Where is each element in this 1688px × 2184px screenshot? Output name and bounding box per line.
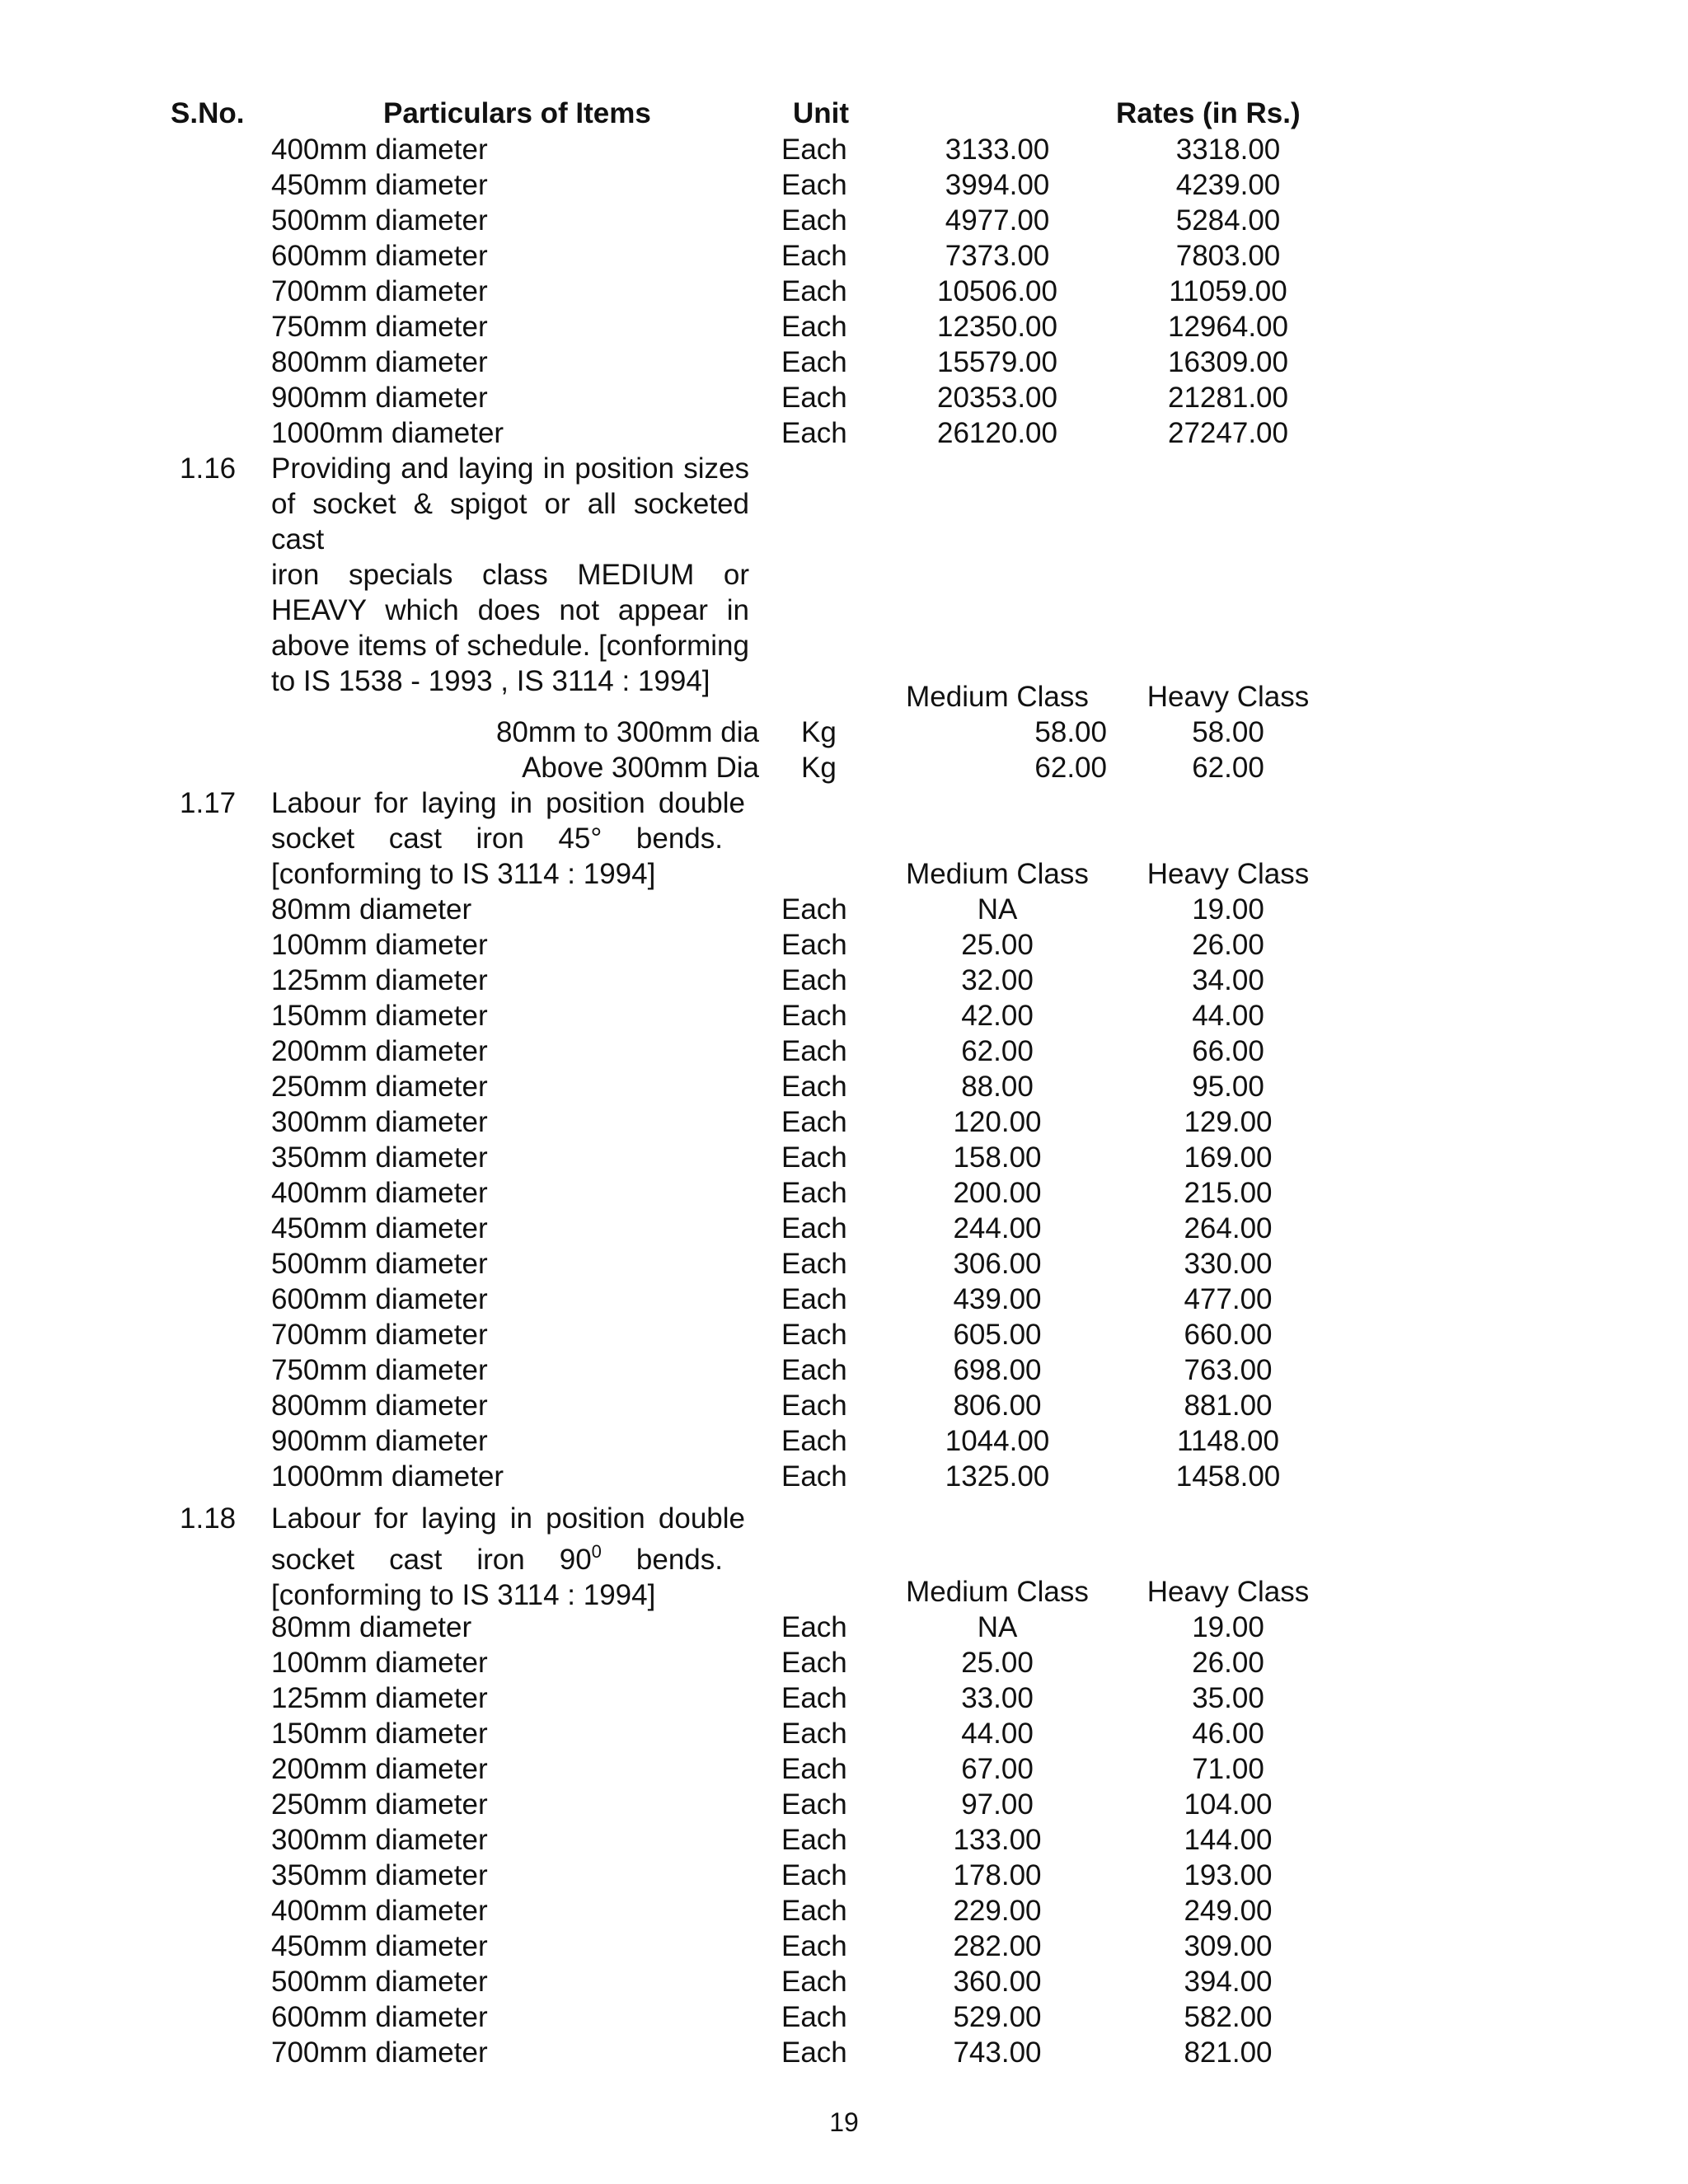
- table-row: [0, 1893, 1688, 1929]
- row-rate-2: 7803.00: [1175, 240, 1281, 272]
- table-row: [0, 1858, 1688, 1893]
- row-rate-1: 1325.00: [945, 1460, 1050, 1493]
- row-unit: Each: [781, 382, 847, 414]
- row-unit: Each: [781, 1283, 847, 1315]
- description-line: [271, 1542, 723, 1577]
- row-label: 900mm diameter: [271, 1425, 488, 1457]
- row-rate-1: 88.00: [961, 1071, 1034, 1103]
- table-row: [0, 1423, 1688, 1459]
- row-unit: Each: [781, 1753, 847, 1785]
- row-unit: Each: [781, 1824, 847, 1856]
- row-rate-2: 104.00: [1184, 1788, 1273, 1821]
- row-rate-2: 169.00: [1184, 1141, 1273, 1174]
- row-rate-1: 3133.00: [945, 134, 1050, 166]
- row-unit: Each: [781, 1212, 847, 1244]
- table-row: [0, 1352, 1688, 1388]
- row-unit: Each: [781, 893, 847, 926]
- row-label: 400mm diameter: [271, 1895, 488, 1927]
- row-rate-1: 200.00: [953, 1177, 1042, 1209]
- row-label: 600mm diameter: [271, 1283, 488, 1315]
- row-rate-2: 26.00: [1192, 1647, 1264, 1679]
- row-rate-1: 178.00: [953, 1859, 1042, 1891]
- table-row: [0, 927, 1688, 963]
- row-rate-1: 306.00: [953, 1248, 1042, 1280]
- row-label: 300mm diameter: [271, 1106, 488, 1138]
- row-rate-2: 763.00: [1184, 1354, 1273, 1386]
- row-rate-1: 32.00: [961, 964, 1034, 996]
- row-rate-2: 264.00: [1184, 1212, 1273, 1244]
- row-rate-2: 44.00: [1192, 1000, 1264, 1032]
- row-rate-2: 58.00: [1192, 716, 1264, 748]
- row-rate-1: 244.00: [953, 1212, 1042, 1244]
- row-label: 80mm to 300mm dia: [495, 716, 759, 748]
- row-label: 900mm diameter: [271, 382, 488, 414]
- row-label: 350mm diameter: [271, 1859, 488, 1891]
- table-row: [0, 309, 1688, 344]
- row-label: 200mm diameter: [271, 1753, 488, 1785]
- row-label: 150mm diameter: [271, 1718, 488, 1750]
- row-rate-1: 743.00: [953, 2036, 1042, 2069]
- table-row: [0, 1929, 1688, 1964]
- row-rate-1: 529.00: [953, 2001, 1042, 2033]
- row-label: 300mm diameter: [271, 1824, 488, 1856]
- description-line: of socket & spigot or all socketed cast: [271, 488, 749, 555]
- row-rate-2: 71.00: [1192, 1753, 1264, 1785]
- row-label: Above 300mm Dia: [522, 752, 759, 784]
- row-rate-1: 25.00: [961, 1647, 1034, 1679]
- row-rate-1: 282.00: [953, 1930, 1042, 1962]
- row-label: 750mm diameter: [271, 311, 488, 343]
- row-rate-2: 21281.00: [1168, 382, 1288, 414]
- row-unit: Each: [781, 1460, 847, 1493]
- row-rate-2: 11059.00: [1169, 275, 1287, 307]
- medium-class-label: Medium Class: [906, 681, 1089, 713]
- row-rate-2: 35.00: [1192, 1682, 1264, 1714]
- row-rate-2: 215.00: [1184, 1177, 1273, 1209]
- page-number: 19: [829, 2107, 859, 2137]
- row-rate-2: 193.00: [1184, 1859, 1273, 1891]
- row-rate-2: 1148.00: [1177, 1425, 1279, 1457]
- table-row: [0, 1317, 1688, 1352]
- header-sno: S.No.: [171, 97, 245, 129]
- row-rate-1: 33.00: [961, 1682, 1034, 1714]
- row-rate-1: 44.00: [961, 1718, 1034, 1750]
- table-row: [0, 1211, 1688, 1246]
- description-line: HEAVY which does not appear in: [271, 594, 749, 626]
- description-line: Providing and laying in position sizes: [271, 452, 749, 485]
- table-row: [0, 1716, 1688, 1751]
- row-rate-2: 821.00: [1184, 2036, 1273, 2069]
- row-rate-2: 881.00: [1184, 1390, 1273, 1422]
- row-rate-1: 120.00: [953, 1106, 1042, 1138]
- row-label: 500mm diameter: [271, 1966, 488, 1998]
- item-sno: 1.17: [180, 787, 237, 819]
- table-row: [0, 1282, 1688, 1317]
- row-rate-1: 62.00: [961, 1035, 1034, 1067]
- description-line: to IS 1538 - 1993 , IS 3114 : 1994]: [271, 665, 710, 697]
- table-row: [0, 963, 1688, 998]
- row-unit: Each: [781, 417, 847, 449]
- row-unit: Each: [781, 1106, 847, 1138]
- row-rate-2: 660.00: [1184, 1319, 1273, 1351]
- heavy-class-label: Heavy Class: [1146, 858, 1310, 890]
- row-unit: Each: [781, 1319, 847, 1351]
- row-rate-2: 1458.00: [1175, 1460, 1281, 1493]
- row-unit: Each: [781, 346, 847, 378]
- item-description: [271, 451, 749, 699]
- row-unit: Each: [781, 1895, 847, 1927]
- row-label: 80mm diameter: [271, 1611, 472, 1643]
- row-unit: Each: [781, 240, 847, 272]
- row-rate-2: 66.00: [1192, 1035, 1264, 1067]
- table-row: [0, 167, 1688, 203]
- row-label: 700mm diameter: [271, 1319, 488, 1351]
- row-rate-1: 12350.00: [937, 311, 1057, 343]
- description-line: socket cast iron 45° bends.: [271, 823, 723, 855]
- row-rate-1: 605.00: [953, 1319, 1042, 1351]
- row-rate-2: 62.00: [1192, 752, 1264, 784]
- row-rate-2: 46.00: [1192, 1718, 1264, 1750]
- row-rate-2: 19.00: [1192, 1611, 1264, 1643]
- table-row: [0, 750, 1688, 785]
- row-unit: Each: [781, 1788, 847, 1821]
- item-sno: 1.16: [180, 452, 237, 485]
- row-rate-2: 19.00: [1192, 893, 1264, 926]
- row-rate-1: 229.00: [953, 1895, 1042, 1927]
- row-unit: Each: [781, 1611, 847, 1643]
- row-rate-1: 26120.00: [937, 417, 1057, 449]
- row-rate-2: 394.00: [1184, 1966, 1273, 1998]
- class-header-row: [0, 679, 1688, 715]
- description-text: socket cast iron 90: [271, 1544, 592, 1576]
- table-row: [0, 1069, 1688, 1104]
- row-unit: Each: [781, 1177, 847, 1209]
- table-row: [0, 380, 1688, 415]
- table-row: [0, 715, 1688, 750]
- row-label: 800mm diameter: [271, 346, 488, 378]
- table-row: [0, 1033, 1688, 1069]
- row-unit: Each: [781, 1141, 847, 1174]
- row-rate-2: 477.00: [1184, 1283, 1273, 1315]
- table-row: [0, 1964, 1688, 1999]
- row-rate-1: NA: [977, 1611, 1018, 1643]
- header-unit: Unit: [793, 97, 850, 129]
- heavy-class-label: Heavy Class: [1146, 1576, 1310, 1608]
- row-rate-1: 62.00: [1034, 752, 1107, 784]
- row-rate-1: 4977.00: [945, 204, 1050, 237]
- row-unit: Kg: [801, 752, 837, 784]
- row-unit: Each: [781, 1000, 847, 1032]
- table-row: [0, 1822, 1688, 1858]
- row-rate-1: 20353.00: [937, 382, 1057, 414]
- row-rate-2: 330.00: [1184, 1248, 1273, 1280]
- heavy-class-label: Heavy Class: [1146, 681, 1310, 713]
- description-line: Labour for laying in position double: [271, 1502, 745, 1535]
- medium-class-label: Medium Class: [906, 1576, 1089, 1608]
- row-rate-2: 249.00: [1184, 1895, 1273, 1927]
- row-unit: Each: [781, 1390, 847, 1422]
- row-label: 800mm diameter: [271, 1390, 488, 1422]
- row-label: 500mm diameter: [271, 204, 488, 237]
- row-label: 750mm diameter: [271, 1354, 488, 1386]
- row-unit: Each: [781, 2001, 847, 2033]
- row-rate-2: 16309.00: [1168, 346, 1288, 378]
- row-rate-2: 27247.00: [1168, 417, 1288, 449]
- header-particulars: Particulars of Items: [383, 97, 651, 129]
- row-label: 350mm diameter: [271, 1141, 488, 1174]
- table-row: [0, 1104, 1688, 1140]
- row-rate-1: 806.00: [953, 1390, 1042, 1422]
- row-label: 100mm diameter: [271, 929, 488, 961]
- table-row: [0, 1787, 1688, 1822]
- row-unit: Each: [781, 1354, 847, 1386]
- row-label: 400mm diameter: [271, 1177, 488, 1209]
- row-label: 150mm diameter: [271, 1000, 488, 1032]
- description-line: iron specials class MEDIUM or: [271, 559, 749, 591]
- row-label: 500mm diameter: [271, 1248, 488, 1280]
- row-label: 125mm diameter: [271, 1682, 488, 1714]
- row-label: 250mm diameter: [271, 1071, 488, 1103]
- row-unit: Each: [781, 1071, 847, 1103]
- table-row: [0, 1680, 1688, 1716]
- table-row: [0, 1175, 1688, 1211]
- row-rate-1: 42.00: [961, 1000, 1034, 1032]
- table-row: [0, 415, 1688, 451]
- row-rate-1: NA: [977, 893, 1018, 926]
- description-line: [conforming to IS 3114 : 1994]: [271, 858, 656, 890]
- row-label: 450mm diameter: [271, 169, 488, 201]
- row-unit: Each: [781, 2036, 847, 2069]
- row-label: 100mm diameter: [271, 1647, 488, 1679]
- table-row: [0, 1246, 1688, 1282]
- row-rate-2: 309.00: [1184, 1930, 1273, 1962]
- row-label: 1000mm diameter: [271, 417, 504, 449]
- row-unit: Each: [781, 1718, 847, 1750]
- row-label: 700mm diameter: [271, 275, 488, 307]
- row-label: 600mm diameter: [271, 2001, 488, 2033]
- row-unit: Each: [781, 169, 847, 201]
- table-row: [0, 344, 1688, 380]
- class-header-row: [0, 856, 1688, 892]
- row-rate-1: 7373.00: [945, 240, 1050, 272]
- row-unit: Each: [781, 929, 847, 961]
- row-rate-1: 439.00: [953, 1283, 1042, 1315]
- row-label: 250mm diameter: [271, 1788, 488, 1821]
- description-text: bends.: [601, 1544, 723, 1576]
- table-row: [0, 1140, 1688, 1175]
- row-rate-2: 95.00: [1192, 1071, 1264, 1103]
- table-row: [0, 998, 1688, 1033]
- table-row: [0, 203, 1688, 238]
- table-row: [0, 1388, 1688, 1423]
- table-row: [0, 2035, 1688, 2070]
- table-row: [0, 132, 1688, 167]
- row-label: 80mm diameter: [271, 893, 472, 926]
- row-unit: Each: [781, 1966, 847, 1998]
- row-rate-1: 58.00: [1034, 716, 1107, 748]
- row-rate-2: 582.00: [1184, 2001, 1273, 2033]
- table-row: [0, 1999, 1688, 2035]
- row-rate-1: 10506.00: [937, 275, 1057, 307]
- row-rate-2: 144.00: [1184, 1824, 1273, 1856]
- row-rate-1: 360.00: [953, 1966, 1042, 1998]
- row-unit: Each: [781, 1425, 847, 1457]
- table-row: [0, 1610, 1688, 1645]
- row-label: 1000mm diameter: [271, 1460, 504, 1493]
- row-rate-2: 26.00: [1192, 929, 1264, 961]
- row-rate-2: 3318.00: [1175, 134, 1281, 166]
- row-unit: Each: [781, 1647, 847, 1679]
- row-unit: Each: [781, 275, 847, 307]
- row-unit: Each: [781, 1859, 847, 1891]
- row-unit: Each: [781, 134, 847, 166]
- description-line: [conforming to IS 3114 : 1994]: [271, 1579, 656, 1611]
- header-rates: Rates (in Rs.): [1116, 97, 1301, 129]
- row-label: 700mm diameter: [271, 2036, 488, 2069]
- row-label: 400mm diameter: [271, 134, 488, 166]
- table-row: [0, 1751, 1688, 1787]
- row-rate-1: 25.00: [961, 929, 1034, 961]
- row-unit: Each: [781, 964, 847, 996]
- degree-superscript: 0: [591, 1541, 602, 1562]
- medium-class-label: Medium Class: [906, 858, 1089, 890]
- class-header-row: [0, 1574, 1688, 1610]
- row-rate-2: 129.00: [1184, 1106, 1273, 1138]
- table-row: [0, 1459, 1688, 1494]
- row-rate-1: 3994.00: [945, 169, 1050, 201]
- row-rate-2: 4239.00: [1175, 169, 1281, 201]
- row-rate-1: 15579.00: [937, 346, 1057, 378]
- row-label: 450mm diameter: [271, 1212, 488, 1244]
- row-unit: Each: [781, 1930, 847, 1962]
- row-rate-1: 67.00: [961, 1753, 1034, 1785]
- row-label: 450mm diameter: [271, 1930, 488, 1962]
- row-rate-1: 698.00: [953, 1354, 1042, 1386]
- row-rate-2: 5284.00: [1175, 204, 1281, 237]
- row-unit: Each: [781, 1682, 847, 1714]
- row-rate-1: 1044.00: [945, 1425, 1050, 1457]
- row-rate-2: 34.00: [1192, 964, 1264, 996]
- description-line: above items of schedule. [conforming: [271, 630, 749, 662]
- item-sno: 1.18: [180, 1502, 237, 1535]
- description-line: Labour for laying in position double: [271, 787, 745, 819]
- row-rate-2: 12964.00: [1168, 311, 1288, 343]
- table-row: [0, 238, 1688, 274]
- row-rate-1: 158.00: [953, 1141, 1042, 1174]
- row-label: 200mm diameter: [271, 1035, 488, 1067]
- table-row: [0, 274, 1688, 309]
- row-unit: Each: [781, 311, 847, 343]
- row-unit: Each: [781, 204, 847, 237]
- row-unit: Each: [781, 1248, 847, 1280]
- row-unit: Each: [781, 1035, 847, 1067]
- row-label: 125mm diameter: [271, 964, 488, 996]
- table-row: [0, 1645, 1688, 1680]
- row-rate-1: 133.00: [953, 1824, 1042, 1856]
- table-row: [0, 892, 1688, 927]
- row-unit: Kg: [801, 716, 837, 748]
- row-rate-1: 97.00: [961, 1788, 1034, 1821]
- row-label: 600mm diameter: [271, 240, 488, 272]
